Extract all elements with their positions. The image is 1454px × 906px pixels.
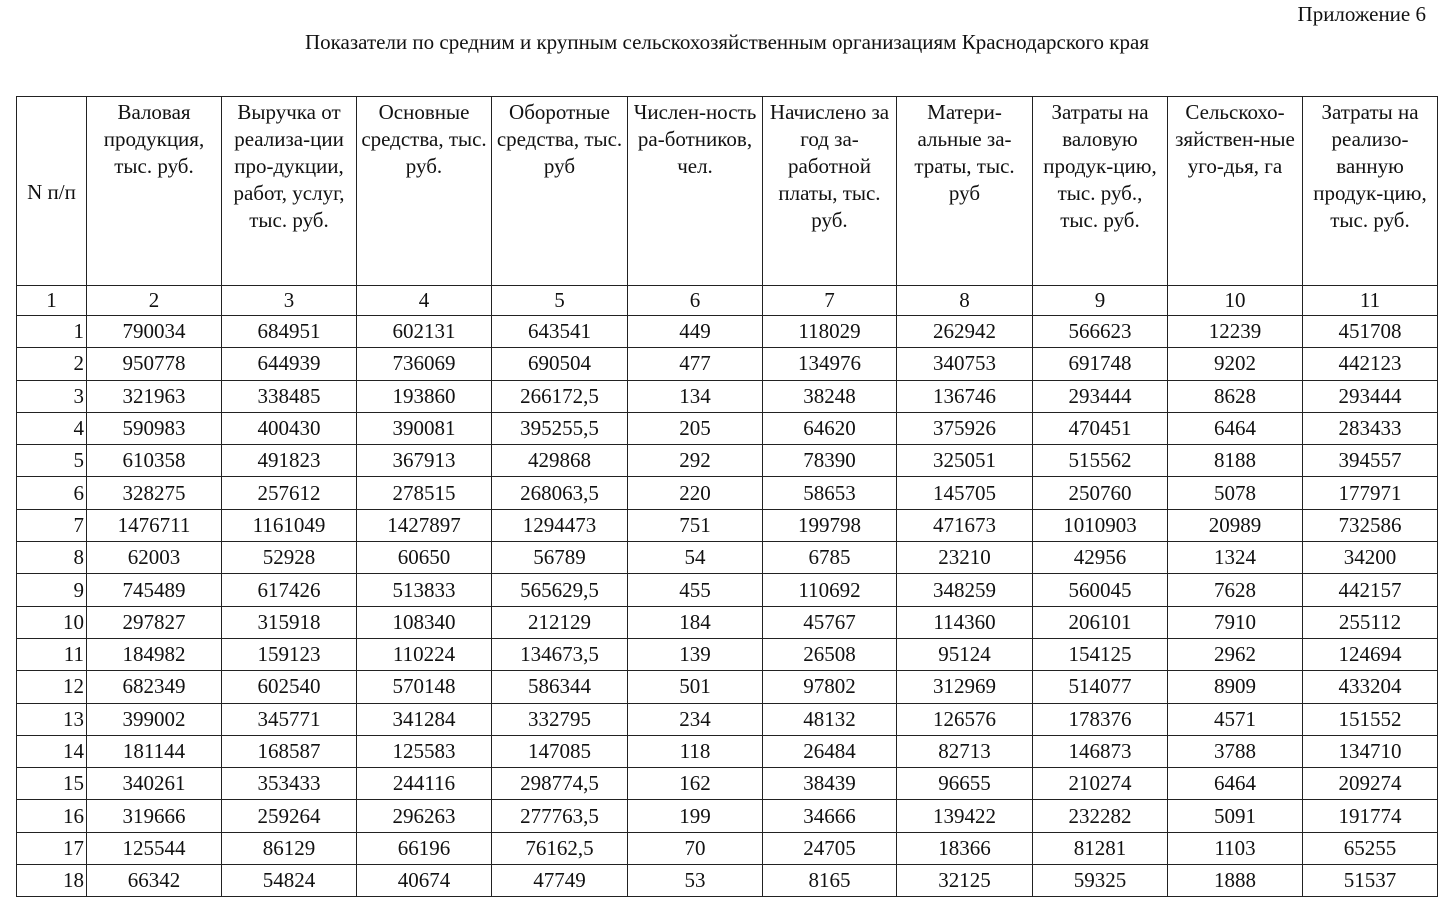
table-row [17,412,1438,444]
row-number-cell: 9 [17,574,87,606]
table-cell: 97802 [763,671,897,703]
column-header-label: Валовая продукция, тыс. руб. [103,100,205,178]
table-cell: 682349 [87,671,222,703]
table-cell: 125544 [87,832,222,864]
table-cell: 7628 [1168,574,1303,606]
table-row [17,445,1438,477]
table-cell: 257612 [222,477,357,509]
table-row [17,800,1438,832]
table-cell: 298774,5 [492,768,628,800]
row-number-cell: 3 [17,380,87,412]
table-cell: 147085 [492,735,628,767]
table-cell: 1427897 [357,509,492,541]
table-cell: 26484 [763,735,897,767]
table-row [17,832,1438,864]
table-cell: 184982 [87,638,222,670]
table-cell: 134673,5 [492,638,628,670]
table-cell: 70 [628,832,763,864]
table-cell: 255112 [1303,606,1438,638]
table-cell: 124694 [1303,638,1438,670]
table-cell: 266172,5 [492,380,628,412]
column-header-label: Затраты на валовую продук-цию, тыс. руб., тыс. руб. [1043,100,1157,232]
table-cell: 1324 [1168,542,1303,574]
column-number: 4 [357,286,492,316]
table-cell: 259264 [222,800,357,832]
table-cell: 58653 [763,477,897,509]
table-cell: 8188 [1168,445,1303,477]
table-cell: 220 [628,477,763,509]
table-cell: 209274 [1303,768,1438,800]
table-cell: 5091 [1168,800,1303,832]
table-cell: 24705 [763,832,897,864]
table-cell: 82713 [897,735,1033,767]
table-row [17,671,1438,703]
table-cell: 590983 [87,412,222,444]
column-number: 5 [492,286,628,316]
table-cell: 38248 [763,380,897,412]
column-header [1303,97,1438,286]
table-cell: 345771 [222,703,357,735]
table-cell: 400430 [222,412,357,444]
table-cell: 268063,5 [492,477,628,509]
column-number: 2 [87,286,222,316]
table-row [17,348,1438,380]
table-cell: 319666 [87,800,222,832]
table-cell: 315918 [222,606,357,638]
column-number: 8 [897,286,1033,316]
row-number-cell: 18 [17,865,87,897]
table-cell: 177971 [1303,477,1438,509]
column-header [17,97,87,286]
table-cell: 42956 [1033,542,1168,574]
table-cell: 193860 [357,380,492,412]
table-cell: 54 [628,542,763,574]
table-cell: 212129 [492,606,628,638]
column-header-label: Затраты на реализо-ванную продук-цию, тыс. руб. [1313,100,1427,232]
row-number-cell: 13 [17,703,87,735]
table-cell: 26508 [763,638,897,670]
table-cell: 610358 [87,445,222,477]
table-body [17,316,1438,897]
column-header [87,97,222,286]
table-cell: 191774 [1303,800,1438,832]
table-cell: 340261 [87,768,222,800]
table-cell: 53 [628,865,763,897]
table-cell: 118 [628,735,763,767]
table-cell: 8165 [763,865,897,897]
table-cell: 7910 [1168,606,1303,638]
table-cell: 395255,5 [492,412,628,444]
table-cell: 6464 [1168,768,1303,800]
table-cell: 296263 [357,800,492,832]
table-cell: 328275 [87,477,222,509]
table-cell: 60650 [357,542,492,574]
table-cell: 1476711 [87,509,222,541]
column-number: 10 [1168,286,1303,316]
table-cell: 139422 [897,800,1033,832]
table-cell: 34200 [1303,542,1438,574]
column-number: 11 [1303,286,1438,316]
table-cell: 125583 [357,735,492,767]
table-cell: 560045 [1033,574,1168,606]
row-number-cell: 1 [17,316,87,348]
table-cell: 690504 [492,348,628,380]
table-cell: 353433 [222,768,357,800]
column-header-label: Начислено за год за-работной платы, тыс. руб. [769,100,890,232]
table-cell: 394557 [1303,445,1438,477]
table-cell: 297827 [87,606,222,638]
table-cell: 390081 [357,412,492,444]
column-header-label: Сельскохо-зяйствен-ные уго-дья, га [1175,100,1295,178]
table-cell: 48132 [763,703,897,735]
table-cell: 232282 [1033,800,1168,832]
table-cell: 283433 [1303,412,1438,444]
column-header [1168,97,1303,286]
column-header-label: Числен-ность ра-ботников, чел. [633,100,757,178]
table-cell: 51537 [1303,865,1438,897]
table-cell: 8628 [1168,380,1303,412]
table-cell: 178376 [1033,703,1168,735]
table-cell: 602540 [222,671,357,703]
appendix-label: Приложение 6 [1297,2,1426,26]
table-row [17,477,1438,509]
table-cell: 341284 [357,703,492,735]
table-cell: 455 [628,574,763,606]
column-header [763,97,897,286]
table-cell: 262942 [897,316,1033,348]
table-cell: 45767 [763,606,897,638]
table-cell: 18366 [897,832,1033,864]
document-title-text: Показатели по средним и крупным сельскохозяйственным организациям Краснодарского края [305,30,1149,54]
table-cell: 8909 [1168,671,1303,703]
table-row [17,638,1438,670]
table-cell: 340753 [897,348,1033,380]
row-number-cell: 6 [17,477,87,509]
table-cell: 126576 [897,703,1033,735]
table-cell: 429868 [492,445,628,477]
table-cell: 325051 [897,445,1033,477]
table-cell: 12239 [1168,316,1303,348]
column-number: 7 [763,286,897,316]
table-cell: 2962 [1168,638,1303,670]
table-cell: 40674 [357,865,492,897]
row-number-cell: 14 [17,735,87,767]
table-cell: 745489 [87,574,222,606]
table-cell: 5078 [1168,477,1303,509]
table-cell: 184 [628,606,763,638]
table-row [17,703,1438,735]
column-header-label: Оборотные средства, тыс. руб [496,100,623,178]
column-number: 9 [1033,286,1168,316]
table-cell: 513833 [357,574,492,606]
table-cell: 62003 [87,542,222,574]
table-cell: 278515 [357,477,492,509]
table-cell: 514077 [1033,671,1168,703]
column-header [357,97,492,286]
table-cell: 108340 [357,606,492,638]
table-cell: 64620 [763,412,897,444]
table-cell: 565629,5 [492,574,628,606]
table-cell: 244116 [357,768,492,800]
table-cell: 32125 [897,865,1033,897]
column-header-label: Матери-альные за-траты, тыс. руб [914,100,1015,205]
table-cell: 86129 [222,832,357,864]
table-cell: 1161049 [222,509,357,541]
table-cell: 134710 [1303,735,1438,767]
table-row [17,574,1438,606]
table-cell: 199798 [763,509,897,541]
table-cell: 206101 [1033,606,1168,638]
table-cell: 181144 [87,735,222,767]
column-number: 1 [17,286,87,316]
table-cell: 449 [628,316,763,348]
table-cell: 54824 [222,865,357,897]
table-cell: 375926 [897,412,1033,444]
row-number-cell: 15 [17,768,87,800]
column-header [897,97,1033,286]
table-cell: 477 [628,348,763,380]
column-header-label: Основные средства, тыс. руб. [361,100,487,178]
table-cell: 9202 [1168,348,1303,380]
table-row [17,542,1438,574]
column-header [628,97,763,286]
table-cell: 210274 [1033,768,1168,800]
table-cell: 292 [628,445,763,477]
table-cell: 570148 [357,671,492,703]
table-row [17,735,1438,767]
table-cell: 451708 [1303,316,1438,348]
row-number-cell: 5 [17,445,87,477]
table-cell: 491823 [222,445,357,477]
table-cell: 348259 [897,574,1033,606]
table-cell: 790034 [87,316,222,348]
table-cell: 59325 [1033,865,1168,897]
table-cell: 586344 [492,671,628,703]
row-number-cell: 11 [17,638,87,670]
table-cell: 95124 [897,638,1033,670]
table-cell: 234 [628,703,763,735]
table-cell: 38439 [763,768,897,800]
header-row [17,97,1438,286]
table-cell: 34666 [763,800,897,832]
table-cell: 515562 [1033,445,1168,477]
table-cell: 168587 [222,735,357,767]
table-cell: 52928 [222,542,357,574]
table-cell: 78390 [763,445,897,477]
indicators-table [16,96,1438,897]
table-cell: 644939 [222,348,357,380]
table-cell: 433204 [1303,671,1438,703]
table-cell: 250760 [1033,477,1168,509]
table-cell: 20989 [1168,509,1303,541]
table-cell: 199 [628,800,763,832]
document-title [0,30,1454,55]
table-cell: 1294473 [492,509,628,541]
table-cell: 399002 [87,703,222,735]
table-cell: 6785 [763,542,897,574]
column-number: 3 [222,286,357,316]
table-cell: 134 [628,380,763,412]
table-cell: 332795 [492,703,628,735]
table-cell: 4571 [1168,703,1303,735]
table-cell: 56789 [492,542,628,574]
table-row [17,380,1438,412]
table-cell: 736069 [357,348,492,380]
table-cell: 950778 [87,348,222,380]
table-cell: 1010903 [1033,509,1168,541]
row-number-cell: 17 [17,832,87,864]
table-cell: 66196 [357,832,492,864]
table-cell: 6464 [1168,412,1303,444]
table-cell: 602131 [357,316,492,348]
table-cell: 277763,5 [492,800,628,832]
column-number-row [17,286,1438,316]
table-cell: 643541 [492,316,628,348]
table-cell: 154125 [1033,638,1168,670]
table-cell: 159123 [222,638,357,670]
table-cell: 47749 [492,865,628,897]
table-cell: 442157 [1303,574,1438,606]
table-cell: 145705 [897,477,1033,509]
table-cell: 65255 [1303,832,1438,864]
column-header [492,97,628,286]
table-cell: 691748 [1033,348,1168,380]
table-cell: 684951 [222,316,357,348]
table-row [17,509,1438,541]
table-cell: 146873 [1033,735,1168,767]
table-cell: 3788 [1168,735,1303,767]
table-cell: 151552 [1303,703,1438,735]
row-number-cell: 4 [17,412,87,444]
row-number-cell: 2 [17,348,87,380]
table-cell: 76162,5 [492,832,628,864]
table-cell: 136746 [897,380,1033,412]
table-cell: 751 [628,509,763,541]
table-row [17,768,1438,800]
table-cell: 470451 [1033,412,1168,444]
table-cell: 81281 [1033,832,1168,864]
row-number-cell: 12 [17,671,87,703]
row-number-cell: 7 [17,509,87,541]
column-header-label: N п/п [27,179,76,204]
table-cell: 139 [628,638,763,670]
table-cell: 442123 [1303,348,1438,380]
table-cell: 110224 [357,638,492,670]
table-cell: 1103 [1168,832,1303,864]
table-cell: 1888 [1168,865,1303,897]
table-cell: 471673 [897,509,1033,541]
row-number-cell: 10 [17,606,87,638]
table-cell: 23210 [897,542,1033,574]
row-number-cell: 8 [17,542,87,574]
table-cell: 367913 [357,445,492,477]
table-row [17,316,1438,348]
table-cell: 205 [628,412,763,444]
column-header [1033,97,1168,286]
table-cell: 110692 [763,574,897,606]
table-cell: 321963 [87,380,222,412]
table-cell: 338485 [222,380,357,412]
table-cell: 114360 [897,606,1033,638]
row-number-cell: 16 [17,800,87,832]
table-cell: 134976 [763,348,897,380]
table-cell: 118029 [763,316,897,348]
table-row [17,865,1438,897]
column-header [222,97,357,286]
table-cell: 293444 [1303,380,1438,412]
table-cell: 162 [628,768,763,800]
column-number: 6 [628,286,763,316]
table-cell: 312969 [897,671,1033,703]
column-header-label: Выручка от реализа-ции про-дукции, работ, услуг, тыс. руб. [233,100,345,232]
table-cell: 293444 [1033,380,1168,412]
table-row [17,606,1438,638]
table-cell: 617426 [222,574,357,606]
table-cell: 732586 [1303,509,1438,541]
table-cell: 566623 [1033,316,1168,348]
table-cell: 501 [628,671,763,703]
table-cell: 96655 [897,768,1033,800]
table-cell: 66342 [87,865,222,897]
